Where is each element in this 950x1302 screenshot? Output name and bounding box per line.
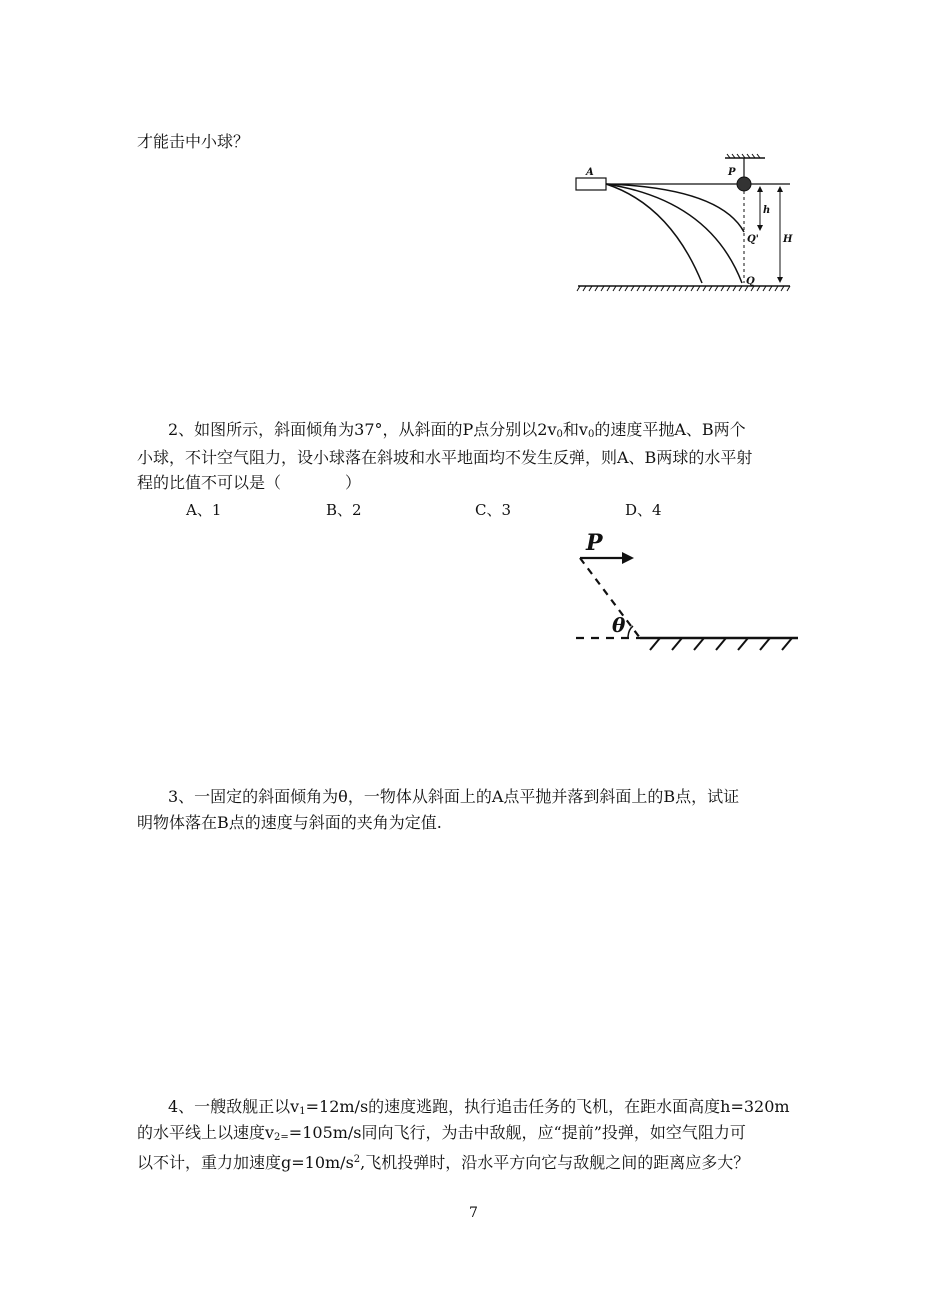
q2-sub-1: 0 (587, 429, 595, 440)
q4-line-3-a: 以不计，重力加速度g=10m/s (137, 1153, 354, 1172)
q3-line-1: 3、一固定的斜面倾角为θ，一物体从斜面上的A点平抛并落到斜面上的B点，试证 (168, 787, 740, 806)
q1-text: 才能击中小球？ (137, 132, 250, 151)
q2-line-1-a: 2、如图所示，斜面倾角为37°，从斜面的P点分别以2v (168, 420, 557, 439)
q4-sub-1: 1 (299, 1106, 306, 1117)
q4-line-3-b: ,飞机投弹时，沿水平方向它与敌舰之间的距离应多大？ (360, 1153, 750, 1172)
q2-line-1 (168, 420, 746, 445)
q2-sub-0: 0 (556, 429, 563, 440)
label-P-fig2: P (586, 530, 603, 556)
q4-line-1-b: =12m/s的速度逃跑，执行追击任务的飞机，在距水面高度h=320m (305, 1097, 790, 1116)
q4-sup-2: 2 (353, 1154, 361, 1165)
q4-sub-2: 2= (274, 1132, 289, 1143)
label-Q-prime: Q' (747, 234, 759, 245)
q4-line-2 (137, 1123, 746, 1148)
q3-line-2: 明物体落在B点的速度与斜面的夹角为定值. (137, 813, 442, 832)
label-theta: θ (612, 613, 626, 637)
q4-line-2-b: =105m/s同向飞行，为击中敌舰，应“提前”投弹，如空气阻力可 (288, 1123, 746, 1142)
q4-line-1 (168, 1097, 790, 1122)
figure-2-slope (570, 520, 805, 660)
q2-line-3: 程的比值不可以是（ ） (137, 473, 362, 492)
page-number: 7 (469, 1205, 478, 1221)
q2-option-d: D、4 (625, 501, 662, 519)
label-A: A (586, 167, 594, 178)
q2-line-2: 小球，不计空气阻力，设小球落在斜坡和水平地面均不发生反弹，则A、B两球的水平射 (137, 448, 753, 467)
q2-option-c: C、3 (475, 501, 512, 519)
q2-line-1-b: 和v (562, 420, 588, 439)
label-H: H (783, 234, 793, 245)
q4-line-2-a: 的水平线上以速度v (137, 1123, 275, 1142)
label-P: P (728, 167, 736, 178)
label-h: h (763, 205, 771, 216)
q2-line-1-c: 的速度平抛A、B两个 (594, 420, 746, 439)
label-Q: Q (746, 276, 755, 287)
q4-line-3 (137, 1150, 749, 1173)
figure-1-projectile-ball (570, 150, 800, 300)
q4-line-1-a: 4、一艘敌舰正以v (168, 1097, 300, 1116)
q2-option-b: B、2 (326, 501, 362, 519)
q2-option-a: A、1 (186, 501, 222, 519)
